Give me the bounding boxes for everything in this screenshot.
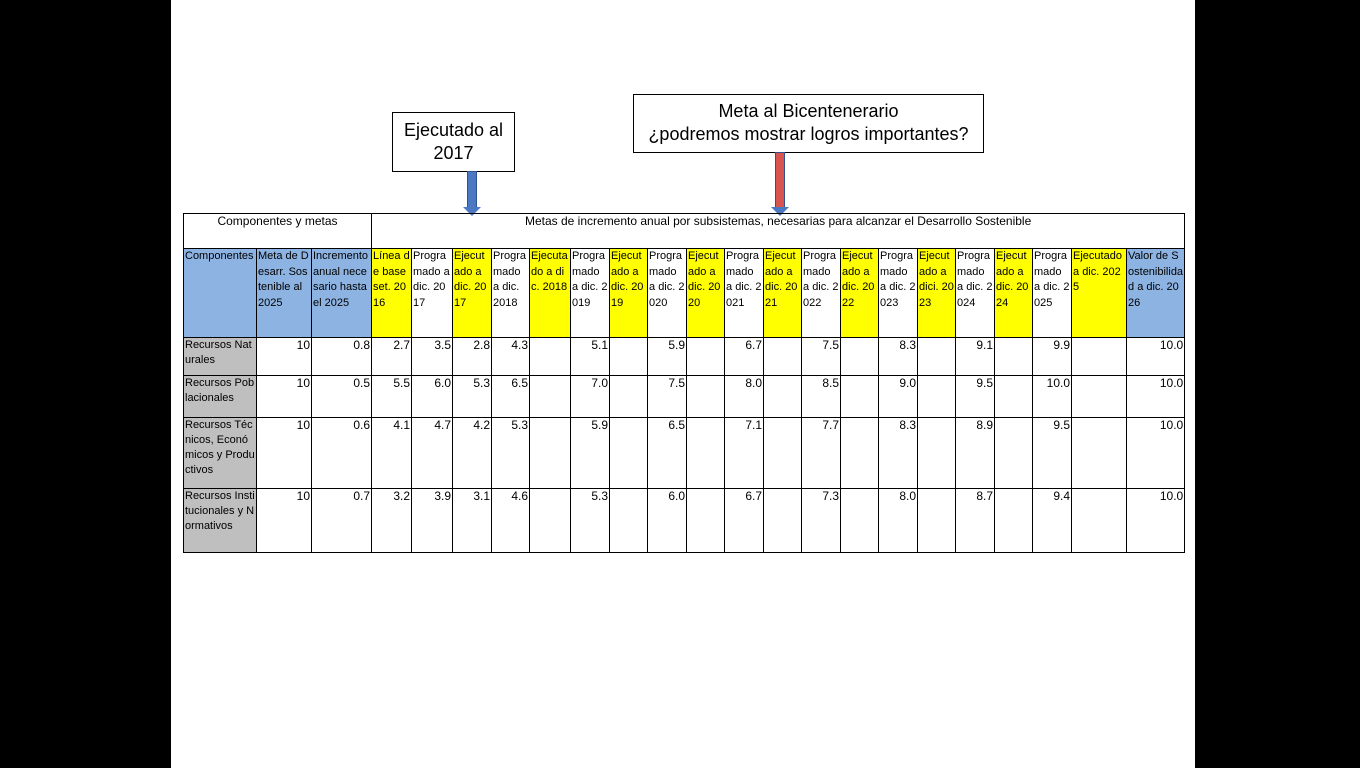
table-cell [918, 376, 956, 418]
table-cell: 0.8 [312, 338, 372, 376]
group-header-row [184, 214, 1185, 249]
column-header: Programado a dic. 2021 [725, 249, 764, 338]
table-cell: 5.3 [453, 376, 492, 418]
goal-callout-line1: Meta al Bicentenerario [718, 101, 899, 121]
table-cell [764, 376, 802, 418]
table-cell: 3.9 [412, 489, 453, 553]
group-header-right: Metas de incremento anual por subsistemas, necesarias para alcanzar el Desarrollo Sostenible [372, 214, 1185, 249]
column-header: Ejecutado a dici. 2023 [918, 249, 956, 338]
column-header: Meta de Desarr. Sostenible al 2025 [257, 249, 312, 338]
table-cell [687, 376, 725, 418]
table-cell: 5.3 [492, 418, 530, 489]
table-cell: 8.0 [879, 489, 918, 553]
table-cell: 3.5 [412, 338, 453, 376]
table-cell: 8.7 [956, 489, 995, 553]
executed-callout [392, 112, 515, 172]
table-cell: 7.0 [571, 376, 610, 418]
table-cell [1072, 489, 1127, 553]
table-cell: 10 [257, 338, 312, 376]
table-cell: 6.5 [648, 418, 687, 489]
column-header: Programado a dic. 2017 [412, 249, 453, 338]
column-header: Programado a dic. 2020 [648, 249, 687, 338]
column-header: Programado a dic. 2024 [956, 249, 995, 338]
row-label: Recursos Institucionales y Normativos [184, 489, 257, 553]
table-cell: 10 [257, 489, 312, 553]
table-cell: 5.1 [571, 338, 610, 376]
row-label: Recursos Poblacionales [184, 376, 257, 418]
table-cell: 6.5 [492, 376, 530, 418]
table-cell: 6.7 [725, 489, 764, 553]
table-cell [687, 338, 725, 376]
table-cell: 9.9 [1033, 338, 1072, 376]
table-cell: 9.1 [956, 338, 995, 376]
table-cell: 0.5 [312, 376, 372, 418]
row-label: Recursos Naturales [184, 338, 257, 376]
column-header: Valor de Sostenibilidad a dic. 2026 [1127, 249, 1185, 338]
table-cell: 7.5 [802, 338, 841, 376]
table-cell: 5.9 [648, 338, 687, 376]
column-header: Incremento anual necesario hasta el 2025 [312, 249, 372, 338]
table-cell: 3.2 [372, 489, 412, 553]
table-row [184, 489, 1185, 553]
table-cell: 10.0 [1127, 338, 1185, 376]
table-cell [530, 376, 571, 418]
table-cell: 4.7 [412, 418, 453, 489]
table-cell [841, 418, 879, 489]
table-cell [530, 489, 571, 553]
table-row [184, 376, 1185, 418]
table-cell: 8.3 [879, 338, 918, 376]
table-cell [918, 418, 956, 489]
column-header: Ejecutado a dic. 2020 [687, 249, 725, 338]
column-header: Ejecutado a dic. 2022 [841, 249, 879, 338]
table-cell [1072, 376, 1127, 418]
table-cell: 4.6 [492, 489, 530, 553]
table-cell: 7.7 [802, 418, 841, 489]
table-cell [1072, 418, 1127, 489]
table-cell [610, 418, 648, 489]
table-cell [995, 376, 1033, 418]
column-header: Programado a dic. 2019 [571, 249, 610, 338]
table-cell: 0.6 [312, 418, 372, 489]
table-cell [841, 376, 879, 418]
table-cell [687, 489, 725, 553]
table-cell [610, 376, 648, 418]
table-cell: 5.3 [571, 489, 610, 553]
table-cell [918, 489, 956, 553]
table-cell: 9.4 [1033, 489, 1072, 553]
executed-callout-line1: Ejecutado al [403, 120, 504, 140]
table-cell: 5.5 [372, 376, 412, 418]
column-header: Componentes [184, 249, 257, 338]
table-cell [764, 338, 802, 376]
column-header: Ejecutado a dic. 2025 [1072, 249, 1127, 338]
table-cell [918, 338, 956, 376]
table-cell [995, 418, 1033, 489]
table-cell: 7.1 [725, 418, 764, 489]
goal-callout-line2: ¿podremos mostrar logros importantes? [648, 124, 969, 144]
table-row [184, 418, 1185, 489]
column-header-row [184, 249, 1185, 338]
table-row [184, 338, 1185, 376]
table-cell [530, 418, 571, 489]
column-header: Ejecutado a dic. 2021 [764, 249, 802, 338]
table-cell [764, 418, 802, 489]
table-cell: 8.5 [802, 376, 841, 418]
row-label: Recursos Técnicos, Económicos y Productivos [184, 418, 257, 489]
goals-table [183, 213, 1185, 553]
table-cell: 10.0 [1127, 489, 1185, 553]
table-cell: 6.7 [725, 338, 764, 376]
column-header: Programado a dic. 2025 [1033, 249, 1072, 338]
table-cell: 6.0 [648, 489, 687, 553]
column-header: Programado a dic. 2022 [802, 249, 841, 338]
table-cell: 7.5 [648, 376, 687, 418]
table-cell: 8.0 [725, 376, 764, 418]
table-cell [841, 489, 879, 553]
table-cell [1072, 338, 1127, 376]
table-cell: 9.5 [1033, 418, 1072, 489]
table-cell: 6.0 [412, 376, 453, 418]
table-cell: 8.9 [956, 418, 995, 489]
table-cell: 4.2 [453, 418, 492, 489]
table-cell: 8.3 [879, 418, 918, 489]
table-cell [687, 418, 725, 489]
column-header: Programado a dic. 2018 [492, 249, 530, 338]
column-header: Programado a dic. 2023 [879, 249, 918, 338]
table-cell [610, 338, 648, 376]
table-cell: 5.9 [571, 418, 610, 489]
table-cell [530, 338, 571, 376]
column-header: Ejecutado a dic. 2019 [610, 249, 648, 338]
group-header-left: Componentes y metas [184, 214, 372, 249]
table-cell: 10.0 [1127, 418, 1185, 489]
table-cell: 4.3 [492, 338, 530, 376]
table-cell [995, 489, 1033, 553]
column-header: Ejecutado a dic. 2024 [995, 249, 1033, 338]
table-cell: 10.0 [1127, 376, 1185, 418]
executed-callout-line2: 2017 [433, 143, 474, 163]
table-cell [841, 338, 879, 376]
table-cell [764, 489, 802, 553]
table-cell: 10.0 [1033, 376, 1072, 418]
table-cell: 9.0 [879, 376, 918, 418]
column-header: Línea de base set. 2016 [372, 249, 412, 338]
column-header: Ejecutado a dic. 2018 [530, 249, 571, 338]
table-cell: 3.1 [453, 489, 492, 553]
table-cell: 9.5 [956, 376, 995, 418]
table-cell [610, 489, 648, 553]
table-cell: 0.7 [312, 489, 372, 553]
table-cell: 2.7 [372, 338, 412, 376]
column-header: Ejecutado a dic. 2017 [453, 249, 492, 338]
table-cell [995, 338, 1033, 376]
table-cell: 7.3 [802, 489, 841, 553]
table-cell: 10 [257, 418, 312, 489]
table-cell: 4.1 [372, 418, 412, 489]
table-cell: 10 [257, 376, 312, 418]
table-cell: 2.8 [453, 338, 492, 376]
goal-callout [633, 94, 984, 153]
